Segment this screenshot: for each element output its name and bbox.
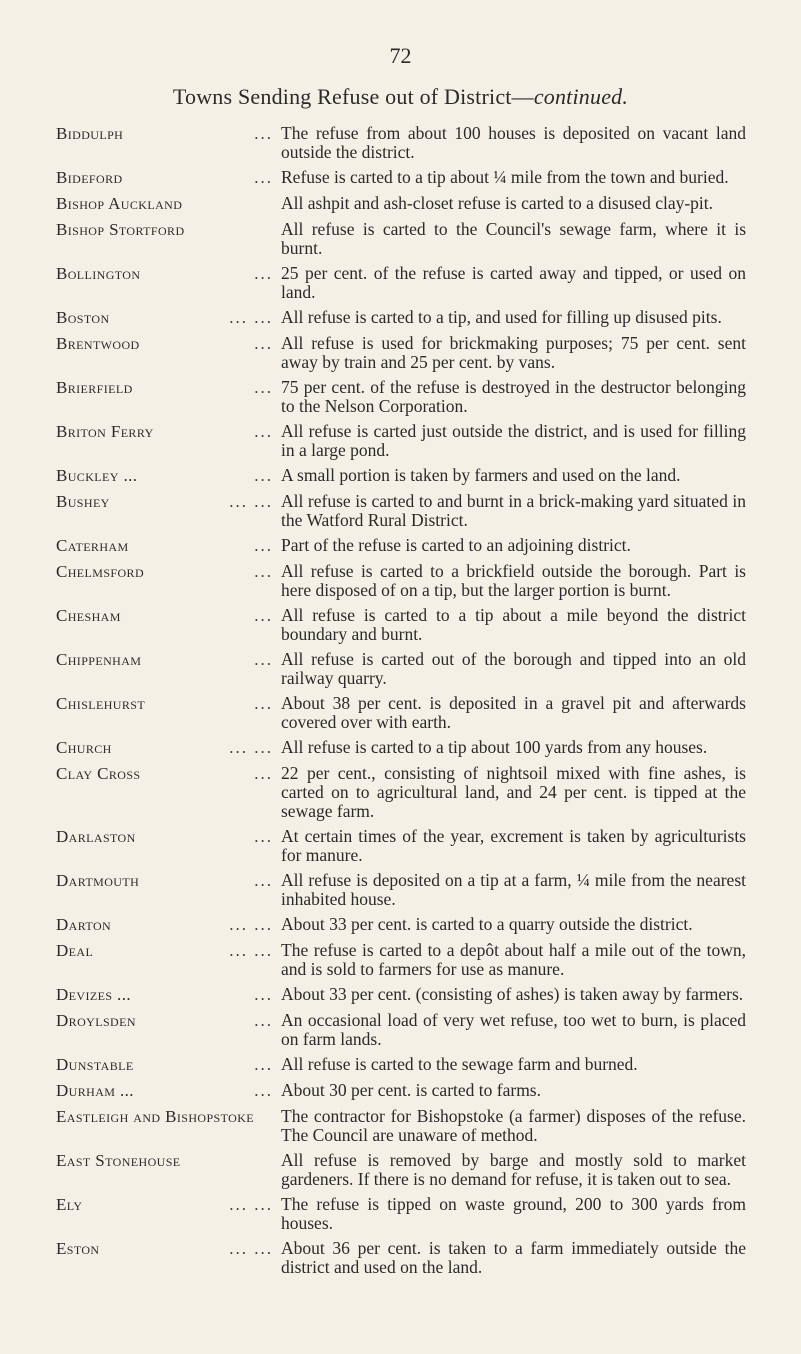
place-label: Boston [56, 308, 114, 327]
disposal-description: Part of the refuse is carted to an adjoining district. [281, 535, 631, 555]
place-name [56, 1195, 281, 1233]
disposal-description: At certain times of the year, excrement is taken by agriculturists for manure. [281, 826, 746, 865]
place-name [56, 492, 281, 530]
list-item [56, 694, 746, 732]
leader-dots: ... [254, 871, 273, 890]
leader-dots: ... [254, 650, 273, 669]
place-label: Dartmouth [56, 871, 143, 890]
place-label: Devizes ... [56, 985, 135, 1004]
list-item [56, 1239, 746, 1277]
disposal-description: About 30 per cent. is carted to farms. [281, 1080, 541, 1100]
list-item [56, 536, 746, 556]
leader-dots: ... ... [229, 492, 273, 511]
disposal-description: All refuse is carted to a brickfield outside the borough. Part is here disposed of on a tip, but the larger portion is burnt. [281, 561, 746, 600]
place-label: Ely [56, 1195, 86, 1214]
leader-dots: ... [254, 264, 273, 283]
leader-dots: ... [254, 422, 273, 441]
leader-dots: ... [254, 764, 273, 783]
heading-main: Towns Sending Refuse out of District— [172, 84, 534, 109]
place-label: Eastleigh and Bishopstoke [56, 1107, 258, 1126]
disposal-description: All refuse is removed by barge and mostly sold to market gardeners. If there is no demand for refuse, it is taken out to sea. [281, 1150, 746, 1189]
disposal-description: All refuse is carted out of the borough and tipped into an old railway quarry. [281, 649, 746, 688]
leader-dots: ... ... [229, 1239, 273, 1258]
disposal-description: All refuse is used for brickmaking purposes; 75 per cent. sent away by train and 25 per cent. by vans. [281, 333, 746, 372]
leader-dots: ... [254, 536, 273, 555]
list-item [56, 194, 746, 214]
place-label: East Stonehouse [56, 1151, 185, 1170]
place-name [56, 466, 281, 486]
list-item [56, 606, 746, 644]
place-label: Buckley ... [56, 466, 141, 485]
place-name [56, 1081, 281, 1101]
place-label: Caterham [56, 536, 133, 555]
place-label: Brentwood [56, 334, 144, 353]
disposal-description: All refuse is deposited on a tip at a farm, ¼ mile from the nearest inhabited house. [281, 870, 746, 909]
leader-dots: ... [254, 378, 273, 397]
list-item [56, 827, 746, 865]
place-name [56, 606, 281, 644]
list-item [56, 422, 746, 460]
place-label: Briton Ferry [56, 422, 158, 441]
disposal-description: All refuse is carted to a tip about 100 yards from any houses. [281, 737, 708, 757]
disposal-description: 25 per cent. of the refuse is carted away and tipped, or used on land. [281, 263, 746, 302]
list-item [56, 650, 746, 688]
leader-dots: ... [254, 694, 273, 713]
list-item [56, 378, 746, 416]
list-item [56, 764, 746, 821]
place-label: Church [56, 738, 116, 757]
place-label: Bollington [56, 264, 144, 283]
page-number: 72 [389, 43, 412, 68]
list-item [56, 1195, 746, 1233]
place-label: Deal [56, 941, 97, 960]
place-name [56, 1107, 281, 1145]
disposal-description: All refuse is carted to and burnt in a brick-making yard situated in the Watford Rural District. [281, 491, 746, 530]
list-item [56, 985, 746, 1005]
place-name [56, 1055, 281, 1075]
place-label: Bishop Auckland [56, 194, 186, 213]
place-name [56, 308, 281, 328]
disposal-description: All refuse is carted to the sewage farm and burned. [281, 1054, 638, 1074]
list-item [56, 168, 746, 188]
place-label: Darton [56, 915, 115, 934]
place-name [56, 764, 281, 821]
place-label: Biddulph [56, 124, 127, 143]
leader-dots: ... [254, 562, 273, 581]
place-name [56, 1011, 281, 1049]
disposal-description: Refuse is carted to a tip about ¼ mile from the town and buried. [281, 167, 729, 187]
leader-dots: ... [254, 334, 273, 353]
disposal-description: The refuse is carted to a depôt about half a mile out of the town, and is sold to farmers for use as manure. [281, 940, 746, 979]
leader-dots: ... [254, 1055, 273, 1074]
entry-list [56, 124, 746, 1283]
place-name [56, 422, 281, 460]
page-heading [0, 84, 801, 110]
place-name [56, 378, 281, 416]
place-name [56, 264, 281, 302]
list-item [56, 334, 746, 372]
place-name [56, 941, 281, 979]
list-item [56, 1011, 746, 1049]
disposal-description: About 38 per cent. is deposited in a gravel pit and afterwards covered over with earth. [281, 693, 746, 732]
leader-dots: ... [254, 124, 273, 143]
place-name [56, 334, 281, 372]
place-name [56, 827, 281, 865]
list-item [56, 915, 746, 935]
leader-dots: ... ... [229, 308, 273, 327]
disposal-description: About 36 per cent. is taken to a farm immediately outside the district and used on the land. [281, 1238, 746, 1277]
leader-dots: ... ... [229, 738, 273, 757]
place-name [56, 1239, 281, 1277]
place-name [56, 1151, 281, 1189]
place-label: Droylsden [56, 1011, 140, 1030]
place-name [56, 562, 281, 600]
disposal-description: All refuse is carted to a tip about a mile beyond the district boundary and burnt. [281, 605, 746, 644]
disposal-description: All refuse is carted just outside the district, and is used for filling in a large pond. [281, 421, 746, 460]
disposal-description: An occasional load of very wet refuse, too wet to burn, is placed on farm lands. [281, 1010, 746, 1049]
leader-dots: ... [254, 1011, 273, 1030]
place-name [56, 650, 281, 688]
disposal-description: All ashpit and ash-closet refuse is carted to a disused clay-pit. [281, 193, 714, 213]
disposal-description: The refuse from about 100 houses is deposited on vacant land outside the district. [281, 123, 746, 162]
disposal-description: All refuse is carted to a tip, and used for filling up disused pits. [281, 307, 722, 327]
list-item [56, 738, 746, 758]
place-name [56, 738, 281, 758]
leader-dots: ... ... [229, 915, 273, 934]
place-label: Bideford [56, 168, 127, 187]
leader-dots: ... ... [229, 1195, 273, 1214]
disposal-description: The contractor for Bishopstoke (a farmer) disposes of the refuse. The Council are unaware of method. [281, 1106, 746, 1145]
place-label: Brierfield [56, 378, 137, 397]
list-item [56, 562, 746, 600]
place-label: Darlaston [56, 827, 140, 846]
place-name [56, 915, 281, 935]
place-label: Chelmsford [56, 562, 148, 581]
disposal-description: About 33 per cent. is carted to a quarry outside the district. [281, 914, 693, 934]
list-item [56, 220, 746, 258]
leader-dots: ... [254, 827, 273, 846]
leader-dots: ... [254, 1081, 273, 1100]
place-label: Chippenham [56, 650, 145, 669]
place-label: Bushey [56, 492, 114, 511]
list-item [56, 1081, 746, 1101]
disposal-description: 22 per cent., consisting of nightsoil mixed with fine ashes, is carted on to agricultural land, and 24 per cent. is tipped at the sewage farm. [281, 763, 746, 821]
place-label: Bishop Stortford [56, 220, 189, 239]
list-item [56, 1055, 746, 1075]
leader-dots: ... [254, 985, 273, 1004]
place-label: Chislehurst [56, 694, 149, 713]
disposal-description: A small portion is taken by farmers and used on the land. [281, 465, 681, 485]
leader-dots: ... ... [229, 941, 273, 960]
list-item [56, 466, 746, 486]
list-item [56, 492, 746, 530]
leader-dots: ... [254, 168, 273, 187]
list-item [56, 308, 746, 328]
place-label: Durham ... [56, 1081, 138, 1100]
list-item [56, 1107, 746, 1145]
list-item [56, 124, 746, 162]
place-name [56, 871, 281, 909]
place-name [56, 694, 281, 732]
disposal-description: All refuse is carted to the Council's sewage farm, where it is burnt. [281, 219, 746, 258]
place-label: Dunstable [56, 1055, 138, 1074]
place-name [56, 985, 281, 1005]
place-name [56, 124, 281, 162]
place-name [56, 168, 281, 188]
list-item [56, 941, 746, 979]
place-name [56, 536, 281, 556]
place-name [56, 220, 281, 258]
place-label: Eston [56, 1239, 104, 1258]
disposal-description: The refuse is tipped on waste ground, 200 to 300 yards from houses. [281, 1194, 746, 1233]
heading-continued: continued. [533, 84, 629, 109]
place-name [56, 194, 281, 214]
disposal-description: About 33 per cent. (consisting of ashes) is taken away by farmers. [281, 984, 744, 1004]
place-label: Chesham [56, 606, 125, 625]
list-item [56, 264, 746, 302]
disposal-description: 75 per cent. of the refuse is destroyed in the destructor belonging to the Nelson Corporation. [281, 377, 746, 416]
list-item [56, 1151, 746, 1189]
leader-dots: ... [254, 466, 273, 485]
leader-dots: ... [254, 606, 273, 625]
list-item [56, 871, 746, 909]
place-label: Clay Cross [56, 764, 145, 783]
